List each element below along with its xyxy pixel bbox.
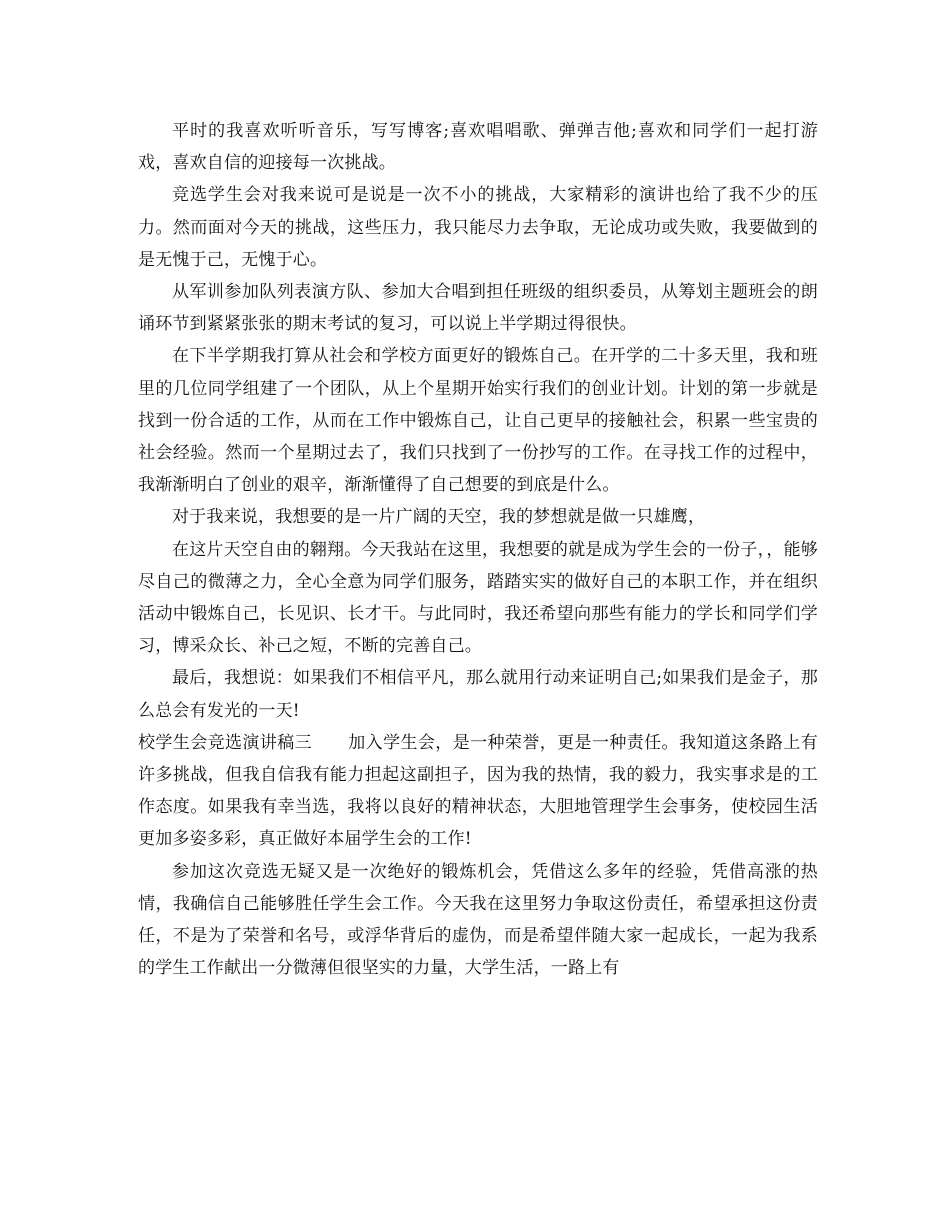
paragraph: 竞选学生会对我来说可是说是一次不小的挑战，大家精彩的演讲也给了我不少的压力。然而面对今天的挑战，这些压力，我只能尽力去争取，无论成功或失败，我要做到的是无愧于己，无愧于心。 <box>138 185 818 270</box>
paragraph: 从军训参加队列表演方队、参加大合唱到担任班级的组织委员，从筹划主题班会的朗诵环节到紧紧张张的期末考试的复习，可以说上半学期过得很快。 <box>138 282 818 335</box>
section-paragraph <box>138 727 818 856</box>
paragraph: 在下半学期我打算从社会和学校方面更好的锻炼自己。在开学的二十多天里，我和班里的几位同学组建了一个团队，从上个星期开始实行我们的创业计划。计划的第一步就是找到一份合适的工作，从而在工作中锻炼自己，让自己更早的接触社会，积累一些宝贵的社会经验。然而一个星期过去了，我们只找到了一份抄写的工作。在寻找工作的过程中，我渐渐明白了创业的艰辛，渐渐懂得了自己想要的到底是什么。 <box>138 346 818 496</box>
paragraph: 对于我来说，我想要的是一片广阔的天空，我的梦想就是做一只雄鹰， <box>172 507 706 528</box>
section-title: 校学生会竞选演讲稿三 <box>138 732 313 753</box>
section-first-paragraph-text: 加入学生会，是一种荣誉，更是一种责任。我知道这条路上有许多挑战，但我自信我有能力担起这副担子，因为我的热情，我的毅力，我实事求是的工作态度。如果我有幸当选，我将以良好的精神状态，大胆地管理学生会事务，使校园生活更加多姿多彩，真正做好本届学生会的工作! <box>138 732 819 850</box>
paragraph: 参加这次竞选无疑又是一次绝好的锻炼机会，凭借这么多年的经验，凭借高涨的热情，我确信自己能够胜任学生会工作。今天我在这里努力争取这份责任，希望承担这份责任，不是为了荣誉和名号，或浮华背后的虚伪，而是希望伴随大家一起成长，一起为我系的学生工作献出一分微薄但很坚实的力量，大学生活，一路上有 <box>138 861 818 979</box>
paragraph: 平时的我喜欢听听音乐，写写博客;喜欢唱唱歌、弹弹吉他;喜欢和同学们一起打游戏，喜欢自信的迎接每一次挑战。 <box>138 121 818 174</box>
document-body <box>138 115 818 984</box>
paragraph: 最后，我想说：如果我们不相信平凡，那么就用行动来证明自己;如果我们是金子，那么总会有发光的一天! <box>138 668 818 721</box>
paragraph: 在这片天空自由的翱翔。今天我站在这里，我想要的就是成为学生会的一份子，，能够尽自己的微薄之力，全心全意为同学们服务，踏踏实实的做好自己的本职工作，并在组织活动中锻炼自己，长见识、长才干。与此同时，我还希望向那些有能力的学长和同学们学习，博采众长、补己之短，不断的完善自己。 <box>138 539 818 657</box>
